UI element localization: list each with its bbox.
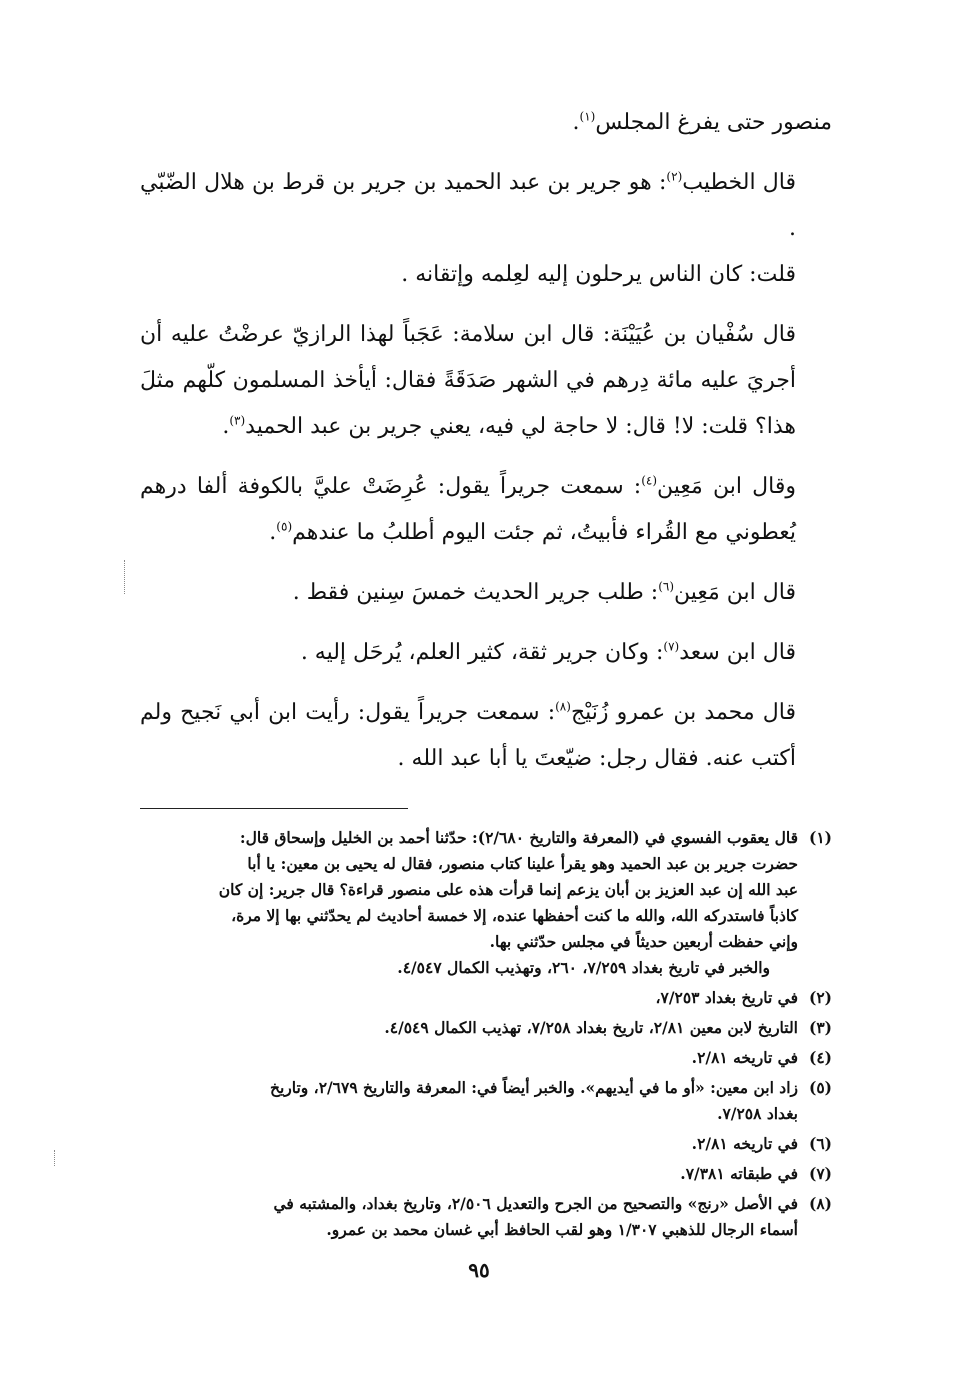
paragraph — [140, 464, 832, 556]
footnote-line: زاد ابن معين: «أو ما في أيديهم». والخبر أيضاً في: المعرفة والتاريخ ٢/٦٧٩، وتاريخ — [269, 1078, 798, 1097]
footnote-ref[interactable]: (٥) — [276, 519, 293, 534]
footnote-ref[interactable]: (٨) — [555, 699, 571, 714]
footnote-line: وإني حفظت أربعين حديثاً في مجلس حدّثني بها. — [489, 932, 798, 951]
footnote-separator — [140, 808, 408, 809]
paragraph-text: قلت: كان الناس يرحلون إليه لعِلمه وإتقانه . — [401, 262, 796, 287]
scan-margin-mark — [54, 1150, 57, 1166]
footnote-line: عبد الله إن عبد العزيز بن أبان يزعم إنما قرأت هذه على منصور قراءة؟ قال جرير: إن كان — [218, 880, 798, 899]
footnote — [140, 1075, 832, 1127]
footnote-number: (٦) — [808, 1134, 832, 1153]
paragraph — [140, 252, 832, 298]
footnote-ref[interactable]: (٣) — [229, 413, 246, 428]
footnote-ref[interactable]: (١) — [579, 109, 596, 124]
paragraph — [140, 690, 832, 782]
paragraph-text: . — [572, 110, 580, 135]
paragraph-text: منصور حتى يفرغ المجلس — [595, 110, 832, 135]
footnote-number: (٥) — [808, 1078, 832, 1097]
footnote-line: كاذباً فاستدركه الله، والله ما كنت أحفظها عنده، إلا خمسة أحاديث لم يحدّثني بها إلا مرة، — [231, 906, 798, 925]
footnote — [140, 1191, 832, 1243]
footnote-line: بغداد ٧/٢٥٨. — [717, 1104, 798, 1123]
paragraph — [140, 160, 832, 252]
footnote-number: (٧) — [808, 1164, 832, 1183]
paragraph-text: : هو جرير بن عبد الحميد بن جرير بن قرط بن هلال الضّبّي . — [140, 170, 796, 241]
footnote — [140, 1161, 832, 1187]
paragraph — [140, 570, 832, 616]
footnote-number: (١) — [808, 828, 832, 847]
footnote-number: (٨) — [808, 1194, 832, 1213]
paragraph-text: : وكان جرير ثقة، كثير العلم، يُرحَل إليه . — [300, 640, 664, 665]
footnote-number: (٤) — [808, 1048, 832, 1067]
paragraph-text: . — [222, 414, 230, 439]
footnote-line: في تاريخه ٢/٨١. — [691, 1134, 798, 1153]
footnote-ref[interactable]: (٢) — [666, 169, 683, 184]
footnote-body — [140, 985, 798, 1011]
footnote-line: في طبقاته ٧/٣٨١. — [680, 1164, 798, 1183]
footnote-line: أسماء الرجال للذهبي ١/٣٠٧ وهو لقب الحافظ أبي غسان محمد بن عمرو. — [326, 1220, 798, 1239]
footnote-line: قال يعقوب الفسوي في (المعرفة والتاريخ ٢/٦٨٠): حدّثنا أحمد بن الخليل وإسحاق قال: — [239, 828, 798, 847]
footnote-body — [140, 825, 798, 981]
footnote-line: والخبر في تاريخ بغداد ٧/٢٥٩، ٢٦٠، وتهذيب الكمال ٤/٥٤٧. — [397, 958, 770, 977]
paragraph — [140, 630, 832, 676]
footnote-separator-wrap — [140, 782, 832, 825]
footnote-ref[interactable]: (٧) — [663, 639, 680, 654]
paragraph-text: قال سُفْيان بن عُيَيْنَة: قال ابن سلامة: عَجَباً لهذا الرازيّ عرضْتُ عليه أن أجريَ عليه مائة دِرهم في الشهر صَدَقَةً فقال: أيأخذ المسلمون كلّهم مثلَ هذا؟ قلت: لا! قال: لا حاجة لي فيه، يعني جرير بن عبد الحميد — [140, 322, 796, 439]
footnote — [140, 985, 832, 1011]
paragraph-text: وقال ابن مَعِين — [657, 474, 796, 499]
paragraph-text: قال ابن سعد — [679, 640, 796, 665]
footnote-number: (٣) — [808, 1018, 832, 1037]
paragraph-text: قال محمد بن عمرو زُنَيْج — [570, 700, 796, 725]
paragraph — [140, 312, 832, 450]
paragraph-text: : سمعت جريراً يقول: رأيت ابن أبي نَجيح ولم أكتب عنه. فقال رجل: ضيّعتَ يا أبا عبد الله . — [140, 700, 796, 771]
footnote-line: في الأصل «رنج» والتصحيح من الجرح والتعديل ٢/٥٠٦، وتاريخ بغداد، والمشتبه في — [273, 1194, 798, 1213]
footnote — [140, 825, 832, 981]
scan-margin-mark — [124, 560, 127, 594]
paragraph-text: . — [269, 520, 277, 545]
footnote-ref[interactable]: (٦) — [658, 579, 675, 594]
paragraph-text: : سمعت جريراً يقول: عُرِضَتْ عليَّ بالكوفة ألفا درهم يُعطوني مع القُراء فأبيتُ، ثم جئت اليوم أطلبُ ما عندهم — [140, 474, 796, 545]
footnote-body — [140, 1131, 798, 1157]
footnote-line: حضرت جرير بن عبد الحميد وهو يقرأ علينا كتاب منصور، فقال له يحيى بن معين: يا أبا — [247, 854, 798, 873]
footnote-line: في تاريخه ٢/٨١. — [691, 1048, 798, 1067]
footnote-body — [140, 1191, 798, 1243]
footnotes — [140, 825, 832, 1243]
paragraph-text: : طلب جرير الحديث خمسَ سِنين فقط . — [292, 580, 659, 605]
footnote-ref[interactable]: (٤) — [641, 473, 658, 488]
footnote-body — [140, 1045, 798, 1071]
footnote-body — [140, 1075, 798, 1127]
footnote — [140, 1131, 832, 1157]
footnote-line: في تاريخ بغداد ٧/٢٥٣، — [655, 988, 798, 1007]
footnote-body — [140, 1161, 798, 1187]
main-text — [140, 100, 832, 782]
paragraph-text: قال ابن مَعِين — [674, 580, 796, 605]
footnote-line: التاريخ لابن معين ٢/٨١، تاريخ بغداد ٧/٢٥٨، تهذيب الكمال ٤/٥٤٩. — [384, 1018, 798, 1037]
footnote — [140, 1015, 832, 1041]
paragraph-text: قال الخطيب — [682, 170, 796, 195]
footnote-body — [140, 1015, 798, 1041]
paragraph — [140, 100, 832, 146]
footnote-number: (٢) — [808, 988, 832, 1007]
footnote — [140, 1045, 832, 1071]
page-number: ٩٥ — [468, 1258, 490, 1282]
